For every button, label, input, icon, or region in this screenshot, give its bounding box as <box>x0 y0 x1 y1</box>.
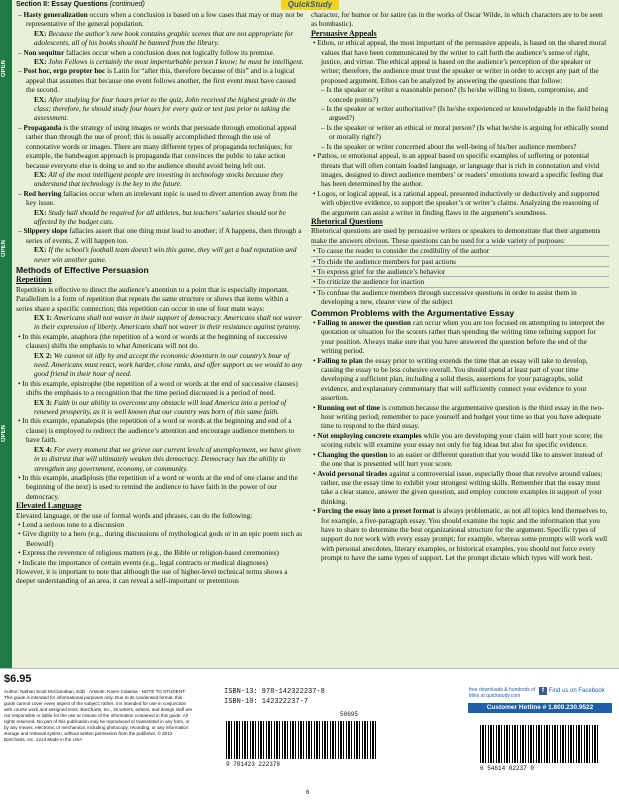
open-tab: OPEN <box>1 60 7 78</box>
isbn-13: ISBN-13: 978-142322237-8 <box>224 688 325 696</box>
elevated-item: • Express the reverence of religious matters (e.g., the Bible or religion-based ceremonies) <box>18 548 279 558</box>
fallacy-example: EX: Because the author’s new book contains graphic scenes that are not appropriate for adolescents, all of his books should be banned from the library. <box>34 28 294 48</box>
rhetorical-item: • To express grief for the audience’s behavior <box>311 266 609 276</box>
elevated-intro: Elevated language, or the use of formal words and phrases, can do the following: <box>16 510 253 520</box>
ethos-question: – Is the speaker or writer a reasonable person? (Is he/she willing to listen, compromise, and concede points?) <box>321 85 588 104</box>
problem-item: • Running out of time is common because the argumentative question is the third essay in the two-hour writing period; remember to pace yourself and budget your time so that you have adequate time to respond to the third essay. <box>313 402 604 431</box>
left-column <box>16 10 304 586</box>
problems-heading: Common Problems with the Argumentative Essay <box>311 307 515 318</box>
problem-item: • Failing to plan the essay prior to writing extends the time that an essay will take to develop, causing the essay to be less cohesive overall. You should spend at least part of your time developing a sufficient plan, including a solid thesis, assertions for your paragraphs, solid evidence, and explanatory commentary that will sufficiently connect your evidence to your assertion. <box>313 355 588 403</box>
repetition-intro: Repetition is effective to direct the audience’s attention to a point that is especially important. Parallelism is a form of repetition that repeats the same structure or shows that items within a series share a specific connection; this repetition can occur in one of four main ways: <box>16 284 289 313</box>
facebook-icon: f <box>539 687 547 695</box>
fallacy-item: – Red herring fallacies occur when an irrelevant topic is used to divert attention away from the key issue. <box>18 188 298 208</box>
rhetorical-intro: Rhetorical questions are used by persuasive writers or speakers to demonstrate that their arguments make the answers obvious. These questions can be used for a wide variety of purposes: <box>311 226 601 245</box>
fallacy-example: EX: Study hall should be required for all athletes, but teachers’ salaries should not be affected by the budget cuts. <box>34 207 286 226</box>
ethos-question: – Is the speaker or writer authoritative? (Is he/she experienced or knowledgeable in the field being argued?) <box>321 104 609 123</box>
rhetorical-list <box>311 245 609 306</box>
rhetorical-item: • To criticize the audience for inaction <box>311 276 609 286</box>
footer <box>0 668 619 801</box>
problem-item: • Not employing concrete examples while you are developing your claim will hurt your score; the scoring rubric will examine your essay not only for big ideas but also for specific evidence. <box>313 430 603 450</box>
elevated-list <box>16 520 304 567</box>
right-column <box>311 10 609 563</box>
problem-item: • Avoid personal tirades against a controversial issue, especially those that revolve around values; rather, use the essay time to exhibit your strongest writing skills. Remember that the essay must take a clear stance, answer the given question, and employ concrete examples in support of your thinking. <box>313 468 603 506</box>
isbn-10: ISBN-10: 142322237-7 <box>224 698 309 706</box>
repetition-item: • In this example, epistrophe (the repetition of a word or words at the end of successive clauses) shifts the emphasis to a recognition that the time period discussed is a period of need. <box>18 378 298 398</box>
repetition-list <box>16 332 304 501</box>
fallacy-example: EX: All of the most intelligent people are investing in technology stocks because they understand that technology is the key to the future. <box>34 169 284 189</box>
repetition-heading: Repetition <box>16 275 52 285</box>
repetition-example: EX 3: Faith in our ability to overcome any obstacle will lead America into a period of renewed prosperity, as it is well known that our country was born of this same faith. <box>34 397 287 417</box>
fallacy-example: EX: After studying for four hours prior to the quiz, John received the highest grade in the class; therefore, he should study four hours for every quiz or test just prior to taking the assessment. <box>34 94 297 123</box>
upc-barcode <box>480 725 600 763</box>
price-code: 50695 <box>340 711 359 718</box>
isbn-barcode-number: 9 781423 222378 <box>226 761 281 768</box>
example-1: EX 1: Americans shall not waver in their support of democracy. Americans shall not waver in their expression of liberty. Americans shall not waver in their resistance against tyranny. <box>34 313 302 332</box>
upc-barcode-number: 6 54614 02237 0 <box>480 765 535 772</box>
rhetorical-item: • To confuse the audience members through successive questions in order to assist them in developing a new, clearer view of the subject <box>311 287 609 307</box>
fallacy-item: – Hasty generalization occurs when a conclusion is based on a few cases that may or may not be representative of the general population. <box>18 10 304 29</box>
fallacy-item: – Propaganda is the strategy of using images or words that persuade through emotional appeal rather than through the use of proof; this is usually accomplished through the use of connotative words or images. There are many different types of propaganda techniques; for example, the bandwagon approach is propaganda that convinces the public to take action because everyone else is doing so and so the audience should avoid being left out. <box>18 122 297 170</box>
persuasive-heading: Persuasive Appeals <box>311 28 377 38</box>
ethos-question: – Is the speaker or writer an ethical or moral person? (Is what he/she is arguing for ethically sound or morally right?) <box>321 122 609 142</box>
customer-hotline: Customer Hotline # 1.800.230.9522 <box>468 703 612 713</box>
ethos-item: • Ethos, or ethical appeal, the most important of the persuasive appeals, is based on the shared moral values that have been communicated by the writer to call forth the audience’s sense of right, justice, and virtue. The ethical appeal is based on the audience’s perception of the speaker or writer; therefore, the audience must trust the speaker or writer in order to accept any part of the proposed argument. Ethos can be analyzed by answering the questions that follow: <box>313 38 607 85</box>
elevated-heading: Elevated Language <box>16 501 82 511</box>
sidebar-tab-strip <box>0 0 12 668</box>
fallacy-item: – Post hoc, ergo propter hoc is Latin for “after this, therefore because of this” and is a logical appeal that assumes that because one event follows another, the first event must have caused the second. <box>18 66 296 95</box>
rhetorical-heading: Rhetorical Questions <box>311 216 383 226</box>
problem-item: • Failing to answer the question can occur when you are too focused on attempting to interpret the quotation or situation for the scorers rather than spending the writing time refining support for your position. Always make sure that you have answered the question before the end of the writing period. <box>313 318 605 356</box>
problem-item: • Forcing the essay into a preset format is always problematic, as not all topics lend themselves to, for example, a five-paragraph essay. You should examine the topic and the information that you have to share to determine the best organizational structure for the argument. Specific types of support do not work with every essay prompt; for example, whereas some prompts will work well with personal anecdotes, literary examples, or historical examples, you should not force every prompt to have the same types of support. Let the prompt dictate which types will work best. <box>313 506 608 563</box>
isbn-barcode <box>226 721 376 759</box>
quickstudy-logo: QuickStudy <box>281 0 339 10</box>
facebook-notice: f Find us on Facebook <box>539 687 609 695</box>
pathos-item: • Pathos, or emotional appeal, is an appeal based on specific examples of suffering or potential threats that will often contain loaded language, or language that is rich in connotation and vivid images, designed to direct audience members’ or readers’ emotions toward a specific feeling that has been determined by the author. <box>313 151 604 189</box>
repetition-example: EX 4: For every moment that we grieve our current levels of unemployment, we have given in to distrust that will ultimately weaken this democracy. Democracy has the ability to strengthen any government, economy, or community. <box>34 444 301 473</box>
rhetorical-item: • To chide the audience members for past actions <box>311 256 609 266</box>
price: $6.95 <box>4 673 32 685</box>
problem-item: • Changing the question to an easier or different question that you would like to answer instead of the one that is presented will hurt your score. <box>313 449 603 469</box>
repetition-item: • In this example, epanalepsis (the repetition of a word or words at the beginning and end of a clause) is employed to redirect the audience’s attention and encourage audience members to have faith. <box>18 416 295 445</box>
elevated-item: • Give dignity to a hero (e.g., during discussions of mythological gods or in an epic poem such as Beowulf) <box>18 529 303 548</box>
logos-item: • Logos, or logical appeal, is a rational appeal, presented inductively or deductively and supported with objective evidence, to support the speaker’s or writer’s claims. Analyzing the reasoning of the argument can assist a writer in finding flaws in the argument’s soundness. <box>313 188 600 217</box>
repetition-item: • In this example, anadiplosis (the repetition of a word or words at the end of one clause and the beginning of the next) is used to remind the audience to have faith in the power of our democracy. <box>18 472 298 501</box>
isbn-block <box>224 687 325 707</box>
methods-heading: Methods of Effective Persuasion <box>16 264 149 275</box>
open-tab: OPEN <box>1 240 7 258</box>
elevated-item: • Indicate the importance of certain events (e.g., legal contracts or medical diagnoses) <box>18 557 268 567</box>
open-tab: OPEN <box>1 425 7 443</box>
section-header: Section II: Essay Questions (continued) <box>16 1 145 8</box>
credits-notice: Author: Nathan Scott McClanahan, EdD · Artwork: Karen Calamia · NOTE TO STUDENT: This guide is intended for informational purposes only. Due to its condensed format, this guide cannot cover every aspect of the subject; rather, it is intended for use in conjunction with course work and assigned texts. BarCharts, Inc., its writers, editors, and design staff are not responsible or liable for the use or misuse of the information contained in this guide. All rights reserved. No part of this publication may be reproduced or transmitted in any form, or by any means, electronic or mechanical, including photocopy, recording, or any information storage and retrieval system, without written permission from the publisher. © 2013 BarCharts, Inc. 1213 Made in the USA <box>4 689 193 742</box>
fallacy-list <box>16 10 304 264</box>
continued-text: character, for humor or for satire (as in the works of Oscar Wilde, in which characters are to be seen as bombastic). <box>311 10 603 29</box>
ethos-questions <box>311 85 609 151</box>
elevated-outro: However, it is important to note that although the use of higher-level technical terms shows a deeper understanding of an area, it can reveal a self-important or pretentious <box>16 566 288 586</box>
repetition-example: EX 2: We cannot sit idly by and accept the economic downturn in our country’s hour of need. Americans must react, work harder, close ranks, and offer support as we would to any good friend in their hour of need. <box>34 350 303 379</box>
free-downloads-notice: free downloads & hundreds of titles at quickstudy.com <box>469 687 536 699</box>
elevated-item: • Lend a serious tone to a discussion <box>18 519 125 529</box>
fallacy-example: EX: John Fellows is certainly the most imperturbable person I know; he must be intelligent. <box>34 57 304 67</box>
fallacy-example: EX: If the school’s football team doesn’t win this game, they will get a bad reputation and never win another game. <box>34 245 297 264</box>
fallacy-item: – Non sequitur fallacies occur when a conclusion does not logically follow its premise. <box>18 47 275 57</box>
repetition-item: • In this example, anaphora (the repetition of a word or words at the beginning of successive clauses) shifts the emphasis to what Americans will not do. <box>18 331 288 351</box>
problems-list <box>311 318 609 563</box>
ethos-question: – Is the speaker or writer concerned about the well-being of his/her audience members? <box>321 141 577 151</box>
fallacy-item: – Slippery slope fallacies assert that one thing must lead to another; if A happens, then through a series of events, Z will happen too. <box>18 226 302 245</box>
rhetorical-item: • To cause the reader to consider the credibility of the author <box>311 245 609 255</box>
page-number: 6 <box>306 790 310 796</box>
